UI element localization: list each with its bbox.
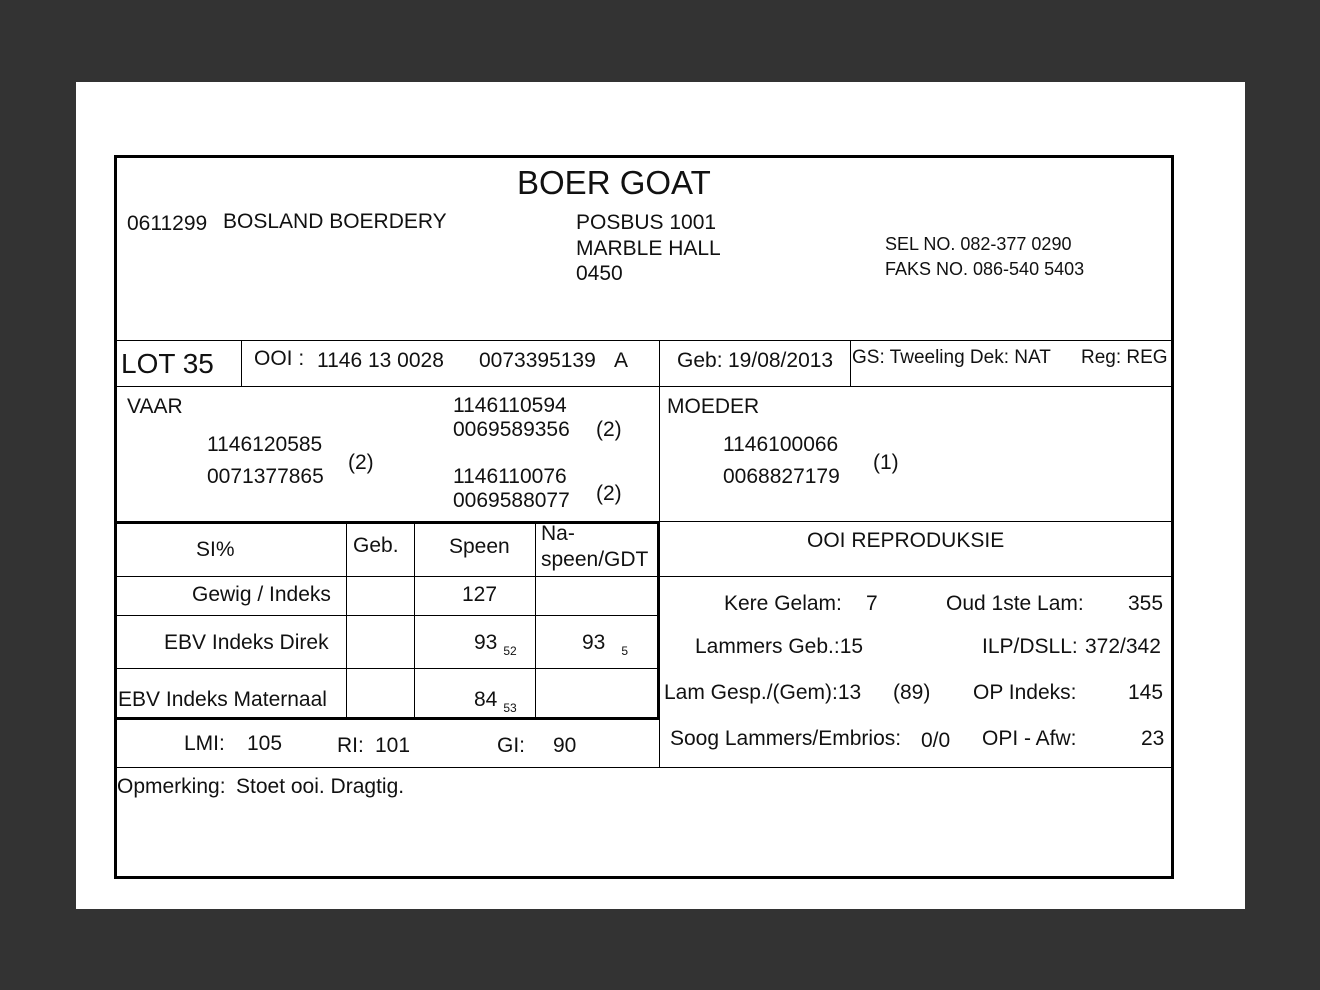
phone-number: SEL NO. 082-377 0290 [885,234,1072,254]
moeder-label: MOEDER [667,395,760,418]
geb-label: Geb: [677,349,723,372]
soog-value: 0/0 [921,729,951,752]
vaar-sire-reg: 0069589356 [453,418,570,441]
gi-value: 90 [553,734,577,757]
moeder-count: (1) [873,451,899,474]
si-row-label: EBV Indeks Maternaal [118,688,327,711]
si-row-speen-sub: 52 [503,644,517,658]
sale-card [114,155,1174,879]
si-header: SI% [196,538,235,561]
vaar-sire-id: 1146110594 [453,394,567,417]
vaar-dam-reg: 0069588077 [453,489,570,512]
vaar-id: 1146120585 [207,433,323,456]
moeder-id: 1146100066 [723,433,839,456]
si-row-speen: 93 $_{52}$ [474,631,517,658]
remark-text: Stoet ooi. Dragtig. [236,775,405,798]
op-value: 145 [1128,681,1164,704]
gs-info: GS: Tweeling Dek: NAT [852,347,1051,368]
ooi-label: OOI : [254,347,305,370]
geb-header: Geb. [353,534,399,557]
address-line-3: 0450 [576,262,623,285]
ooi-grade: A [614,349,629,372]
geb-date: 19/08/2013 [728,349,834,372]
reg-info: Reg: REG [1081,347,1168,368]
opi-label: OPI - Afw: [982,727,1077,750]
kere-label: Kere Gelam: [724,592,842,615]
moeder-reg: 0068827179 [723,465,840,488]
si-row-naspeen-sub: 5 [621,644,629,658]
speen-header: Speen [449,535,510,558]
si-row-label: EBV Indeks Direk [164,631,329,654]
lam-gesp: Lam Gesp./(Gem):13 [664,681,862,704]
vaar-reg: 0071377865 [207,465,324,488]
ri-label: RI: [337,734,364,757]
si-row-label: Gewig / Indeks [192,583,331,606]
lam-gem: (89) [893,681,931,704]
soog-label: Soog Lammers/Embrios: [670,727,902,750]
ooi-id: 1146 13 0028 [317,349,444,372]
vaar-count: (2) [348,451,374,474]
si-row-speen-sub: 53 [503,701,517,715]
ri-value: 101 [375,734,411,757]
lot-number: LOT 35 [121,348,214,379]
kere-value: 7 [866,592,878,615]
breeder-number: 0611299 [127,212,208,235]
address-line-2: MARBLE HALL [576,237,721,260]
ilp-value: 372/342 [1085,635,1161,658]
naspeen-header-2: speen/GDT [541,548,649,571]
vaar-sire-count: (2) [596,418,622,441]
op-label: OP Indeks: [973,681,1077,704]
opi-value: 23 [1141,727,1165,750]
oud-label: Oud 1ste Lam: [946,592,1084,615]
si-row-speen: 84 $_{53}$ [474,688,517,715]
gi-label: GI: [497,734,526,757]
document-page [76,82,1245,909]
si-row-speen: 127 [462,583,498,606]
vaar-dam-id: 1146110076 [453,465,567,488]
lmi-value: 105 [247,732,283,755]
oud-value: 355 [1128,592,1164,615]
ooi-reg: 0073395139 [479,349,596,372]
si-row-naspeen: 93 $_5$ [582,631,629,658]
address-line-1: POSBUS 1001 [576,211,717,234]
breeder-name: BOSLAND BOERDERY [223,210,447,233]
card-title: BOER GOAT [517,164,711,201]
lmi-label: LMI: [184,732,225,755]
vaar-dam-count: (2) [596,482,622,505]
remark-label: Opmerking: [117,775,226,798]
reproduction-title: OOI REPRODUKSIE [807,529,1005,552]
vaar-label: VAAR [127,395,183,418]
fax-number: FAKS NO. 086-540 5403 [885,259,1085,279]
naspeen-header-1: Na- [541,522,575,545]
lammers-geb: Lammers Geb.:15 [695,635,864,658]
ilp-label: ILP/DSLL: [982,635,1078,658]
